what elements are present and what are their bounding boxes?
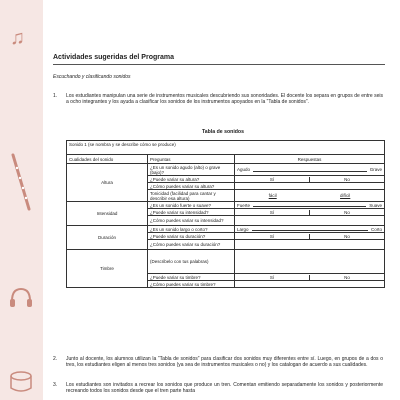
answer-option: Fuerte — [237, 202, 251, 208]
column-header-questions: Preguntas — [148, 155, 235, 164]
question-cell: ¿Cómo puedes variar su timbre? — [148, 281, 235, 288]
paragraph-number: 2. — [53, 356, 58, 362]
answer-option: difícil — [340, 193, 351, 198]
paragraph-3 — [53, 382, 383, 395]
table-columns-row — [67, 155, 385, 164]
answer-option: fácil — [268, 193, 277, 198]
column-header-answers: Respuestas — [235, 155, 385, 164]
table-row — [67, 202, 385, 209]
page-title: Actividades sugeridas del Programa — [53, 54, 174, 61]
paragraph-text: Junto al docente, los alumnos utilizan la “Tabla de sonidos” para clasificar dos sonidos muy diferentes entre sí. Luego, en grupos de a dos o tres, los estudiantes eligen al menos tres sonidos (ya sea de instrumentos musicales o no) y los catalogan de acuerdo a sus cualidades. — [66, 356, 383, 369]
question-cell: (Describelo con tus palabras) — [148, 250, 235, 274]
answer-cell — [235, 202, 385, 209]
answer-option: Largo — [237, 226, 249, 232]
answer-option: No — [344, 233, 350, 239]
question-cell: Tonicidad (facilidad para cantar y describir esa altura) — [148, 190, 235, 202]
table-row — [67, 164, 385, 176]
answer-line — [252, 227, 368, 231]
paragraph-number: 3. — [53, 382, 58, 388]
table-row — [67, 226, 385, 233]
question-cell: ¿Cómo puedes variar su duración? — [148, 240, 235, 250]
flute-icon — [8, 152, 34, 212]
question-cell: ¿Cómo puedes variar su altura? — [148, 183, 235, 190]
question-cell: ¿Puede variar su altura? — [148, 176, 235, 183]
answer-cell — [235, 216, 385, 226]
question-cell: ¿Puede variar su timbre? — [148, 274, 235, 281]
answer-option: No — [344, 274, 350, 280]
answer-cell — [235, 274, 385, 281]
table-header-row — [67, 141, 385, 155]
answer-option: Sí — [235, 177, 310, 182]
sound-table — [66, 140, 385, 288]
question-cell: ¿Es un sonido fuerte o suave? — [148, 202, 235, 209]
answer-option: Sí — [235, 275, 310, 280]
answer-cell — [235, 176, 385, 183]
answer-cell — [235, 190, 385, 202]
answer-cell — [235, 164, 385, 176]
answer-option: Sí — [235, 210, 310, 215]
answer-option: Corto — [371, 226, 383, 232]
answer-cell — [235, 209, 385, 216]
quality-name: Timbre — [67, 250, 148, 288]
paragraph-number: 1. — [53, 93, 58, 99]
paragraph-text: Los estudiantes manipulan una serie de instrumentos musicales descubriendo sus sonoridades. El docente los separa en grupos de entre seis a ocho integrantes y los ayuda a clasificar los sonidos de los instrumentos apoyados en la “Tabla de sonidos”. — [66, 93, 383, 106]
answer-option: No — [344, 176, 350, 182]
music-note-icon: ♫ — [10, 27, 25, 49]
answer-line — [253, 168, 367, 172]
question-cell: ¿Cómo puedes variar su intensidad? — [148, 216, 235, 226]
answer-option: Agudo — [237, 167, 251, 172]
drum-icon — [8, 370, 34, 394]
question-cell: ¿Es un sonido agudo (alto) o grave (bajo)? — [148, 164, 235, 176]
answer-option: Suave — [369, 202, 383, 208]
answer-option: Grave — [369, 167, 383, 172]
question-cell: ¿Puede variar su intensidad? — [148, 209, 235, 216]
answer-cell — [235, 226, 385, 233]
answer-cell — [235, 233, 385, 240]
answer-cell — [235, 183, 385, 190]
table-row — [67, 250, 385, 274]
answer-option: Sí — [235, 234, 310, 239]
answer-option: No — [344, 209, 350, 215]
quality-name: Altura — [67, 164, 148, 202]
table-title: Tabla de sonidos — [202, 129, 244, 135]
title-divider — [53, 64, 385, 65]
paragraph-2 — [53, 356, 383, 369]
section-subtitle: Escuchando y clasificando sonidos — [53, 74, 131, 80]
quality-name: Duración — [67, 226, 148, 250]
paragraph-text: Los estudiantes son invitados a recrear los sonidos que produce un tren. Comentan emitiendo separadamente los sonidos y posteriormente recreando todos los sonidos desde que el tren parte hasta — [66, 382, 383, 395]
column-header-quality: Cualidades del sonido — [67, 155, 148, 164]
headphones-icon — [9, 287, 33, 309]
question-cell: ¿Puede variar su duración? — [148, 233, 235, 240]
quality-name: Intensidad — [67, 202, 148, 226]
decorative-sidebar — [0, 0, 43, 400]
answer-cell — [235, 240, 385, 250]
answer-cell — [235, 281, 385, 288]
answer-cell — [235, 250, 385, 274]
question-cell: ¿Es un sonido largo o corto? — [148, 226, 235, 233]
answer-line — [253, 203, 366, 207]
sound-name-cell: Sonido 1 (se nombra y se describe cómo se produce) — [67, 141, 385, 155]
paragraph-1 — [53, 93, 383, 106]
